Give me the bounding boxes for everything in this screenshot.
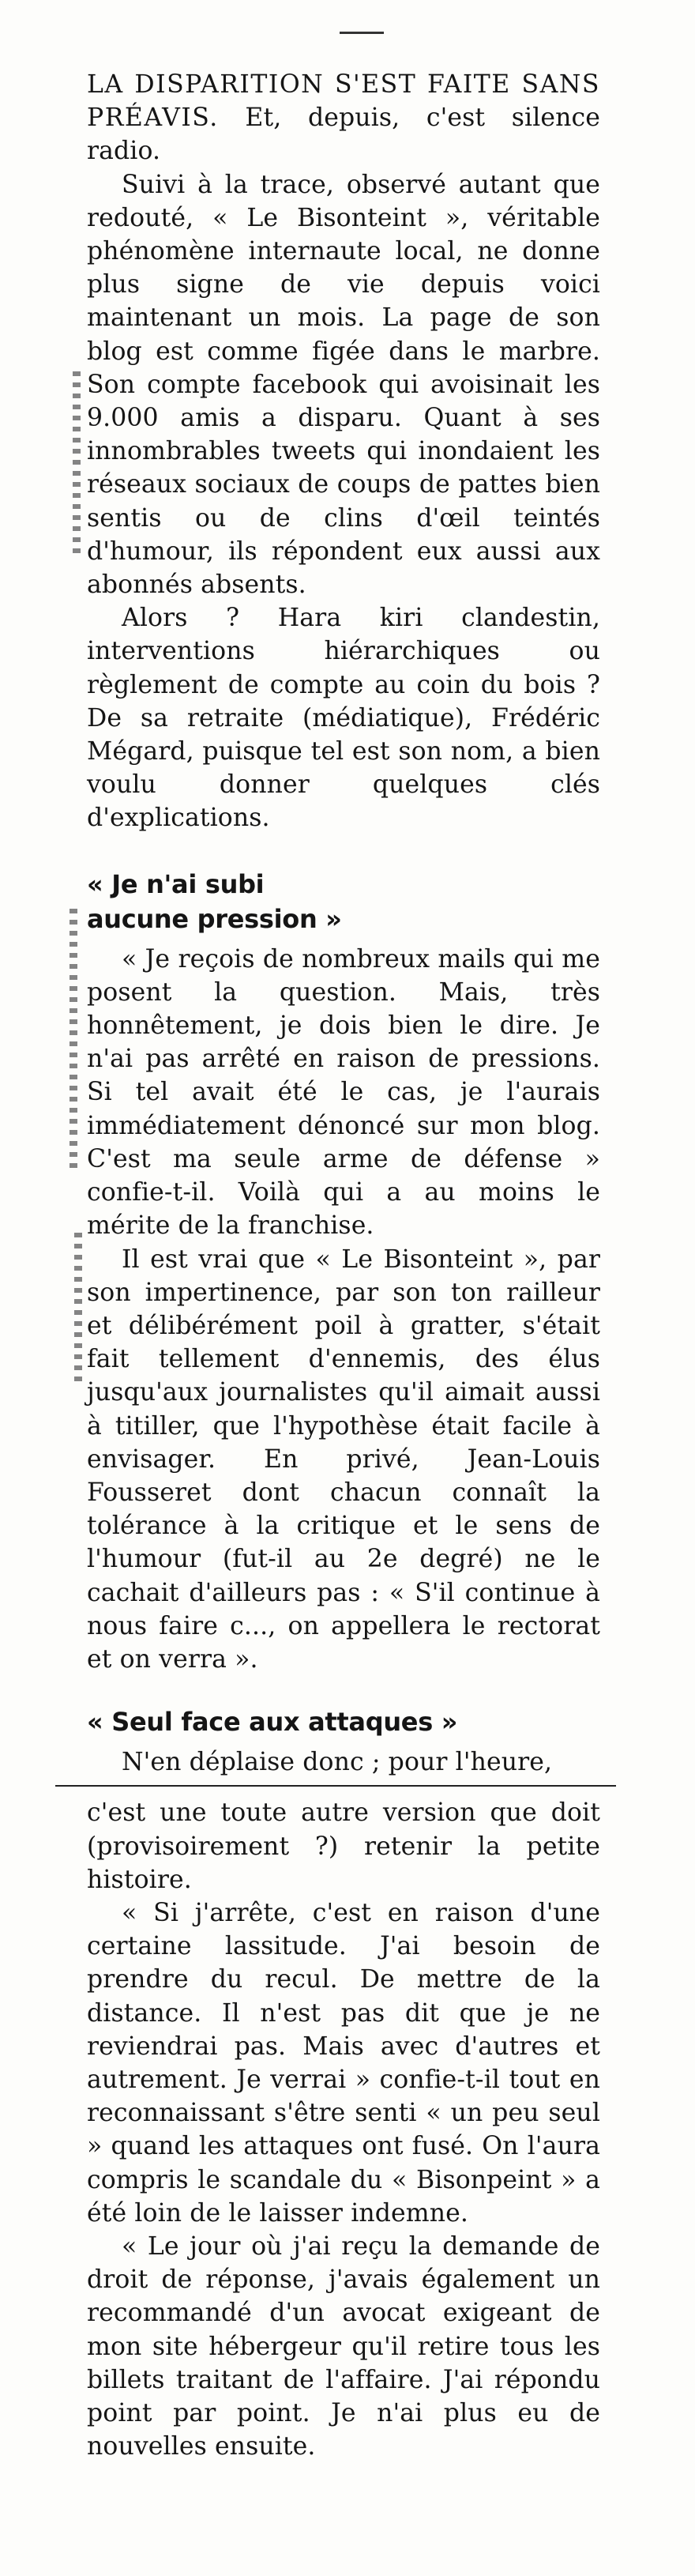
body-paragraph: Alors ? Hara kiri clandestin, interventions hiérarchiques ou règlement de compte au coin du bois ? De sa retraite (médiatique), Frédéric Mégard, puisque tel est son nom, a bien voulu donner quelques clés d'explications.	[87, 604, 600, 833]
body-paragraph: « Je reçois de nombreux mails qui me posent la question. Mais, très honnêtement, je dois bien le dire. Je n'ai pas arrêté en raison de pressions. Si tel avait été le cas, je l'aurais immédiatement dénoncé sur mon blog. C'est ma seule arme de défense » confie-t-il. Voilà qui a au moins le mérite de la franchise.	[87, 944, 600, 1241]
print-smudge	[70, 909, 77, 1169]
lead-rest: Et, depuis, c'est silence radio.	[87, 104, 600, 166]
body-paragraph: c'est une toute autre version que doit (provisoirement ?) retenir la petite histoire.	[87, 1798, 600, 1894]
subhead-alone: « Seul face aux attaques »	[87, 1707, 458, 1738]
body-paragraph: « Le jour où j'ai reçu la demande de droit de réponse, j'avais également un recommandé d'un avocat exigeant de mon site hébergeur qu'il retire tous les billets traitant de l'affaire. J'ai répondu point par point. Je n'ai plus eu de nouvelles ensuite.	[87, 2231, 600, 2461]
body-paragraph: Suivi à la trace, observé autant que redouté, « Le Bisonteint », véritable phénomène internaute local, ne donne plus signe de vie depuis voici maintenant un mois. La page de son blog est comme figée dans le marbre. Son compte facebook qui avoisinait les 9.000 amis a disparu. Quant à ses innombrables tweets qui inondaient les réseaux sociaux de coups de pattes bien sentis ou de clins d'œil teintés d'humour, ils répondent eux aussi aux abonnés absents.	[87, 170, 600, 600]
lead-paragraph	[87, 68, 600, 168]
column-divider	[55, 1785, 616, 1787]
body-paragraph: N'en déplaise donc ; pour l'heure,	[122, 1748, 553, 1777]
subhead-no-pressure	[87, 867, 600, 936]
lead-caps: LA DISPARITION S'EST FAITE SANS PRÉAVIS.	[87, 70, 600, 133]
article-column	[87, 68, 600, 2463]
body-paragraph: Il est vrai que « Le Bisonteint », par son impertinence, par son ton railleur et délibérément poil à gratter, s'était fait tellement d'ennemis, des élus jusqu'aux journalistes qu'il aimait aussi à titiller, que l'hypothèse était facile à envisager. En privé, Jean-Louis Fousseret dont chacun connaît la tolérance à la critique et le sens de l'humour (fut-il au 2e degré) ne le cachait d'ailleurs pas : « S'il continue à nous faire c..., on appellera le rectorat et on verra ».	[87, 1245, 600, 1674]
subhead-line: « Je n'ai subi	[87, 868, 265, 899]
print-smudge	[73, 371, 81, 553]
top-rule	[340, 32, 384, 34]
subhead-line: aucune pression »	[87, 903, 342, 934]
body-paragraph: « Si j'arrête, c'est en raison d'une certaine lassitude. J'ai besoin de prendre du recul. De mettre de la distance. Il n'est pas dit que je ne reviendrai pas. Mais avec d'autres et autrement. Je verrai » confie-t-il tout en reconnaissant s'être senti « un peu seul » quand les attaques ont fusé. On l'aura compris le scandale du « Bisonpeint » a été loin de le laisser indemne.	[87, 1898, 600, 2228]
print-smudge	[74, 1233, 82, 1383]
